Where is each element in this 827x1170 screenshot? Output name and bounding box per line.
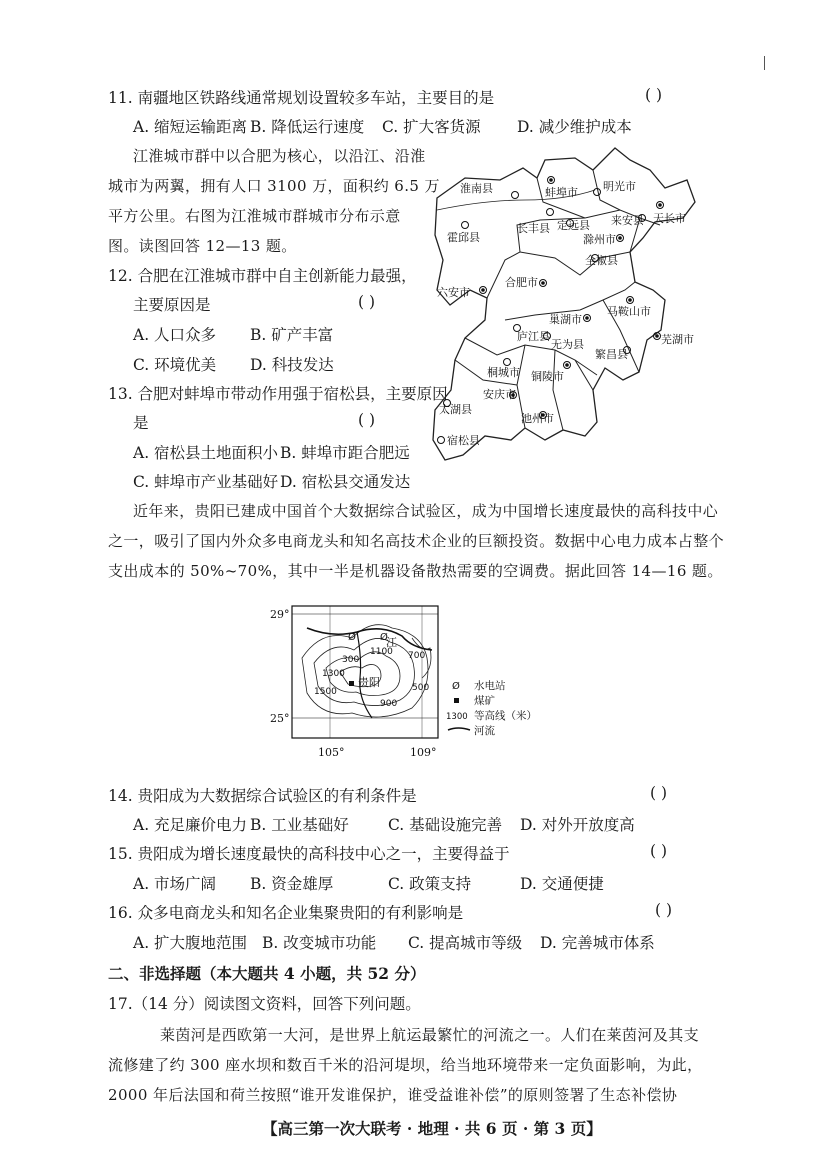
page-footer: 【高三第一次大联考 · 地理 · 共 6 页 · 第 3 页】 [262, 1119, 602, 1138]
q17-text-line-2: 流修建了约 300 座水坝和数百千米的沿河堤坝，给当地环境带来一定负面影响，为此， [108, 1056, 703, 1074]
map-label-hefei: 合肥市 [505, 276, 538, 289]
q13-option-b: B. 蚌埠市距合肥远 [280, 444, 410, 462]
map-label-mingguang: 明光市 [603, 180, 636, 193]
q14-option-a: A. 充足廉价电力 [133, 816, 248, 834]
q15-option-d: D. 交通便捷 [520, 875, 604, 893]
map-label-quanjiao: 全椒县 [585, 254, 618, 267]
map-label-taihu: 太湖县 [439, 403, 472, 416]
q14-option-c: C. 基础设施完善 [388, 816, 503, 834]
lat-top-label: 29° [270, 608, 290, 621]
legend-hydro-icon: Ø [452, 681, 460, 692]
map-label-wuhu: 芜湖市 [661, 333, 694, 346]
q11-option-b: B. 降低运行速度 [250, 118, 365, 136]
q13-stem-line-1: 13. 合肥对蚌埠市带动作用强于宿松县，主要原因 [108, 385, 448, 403]
q12-stem-line-1: 12. 合肥在江淮城市群中自主创新能力最强， [108, 267, 417, 285]
q17-text-line-3: 2000 年后法国和荷兰按照“谁开发谁保护，谁受益谁补偿”的原则签署了生态补偿协 [108, 1086, 678, 1104]
q12-option-a: A. 人口众多 [133, 326, 217, 344]
q11-answer-paren: ( ) [645, 86, 663, 104]
intro-jianghuai-line-2: 城市为两翼，拥有人口 3100 万，面积约 6.5 万 [108, 177, 440, 195]
contour-label-1300: 1300 [322, 669, 345, 679]
contour-label-500: 500 [412, 683, 430, 693]
coal-mine-icon [349, 681, 354, 686]
map-label-chuzhou: 滁州市 [583, 233, 616, 246]
lon-left-label: 105° [318, 746, 345, 759]
q16-option-d: D. 完善城市体系 [540, 934, 655, 952]
intro-jianghuai-line-1: 江淮城市群中以合肥为核心，以沿江、沿淮 [133, 147, 426, 165]
q13-stem-line-2: 是 [133, 414, 149, 432]
q12-option-c: C. 环境优美 [133, 356, 217, 374]
contour-label-700: 700 [408, 651, 426, 661]
q13-option-c: C. 蚌埠市产业基础好 [133, 473, 279, 491]
map-label-tongcheng: 桐城市 [487, 366, 520, 379]
q12-option-b: B. 矿产丰富 [250, 326, 334, 344]
lon-right-label: 109° [410, 746, 437, 759]
hydro-station-icon: Ø [348, 632, 356, 643]
q14-option-d: D. 对外开放度高 [520, 816, 635, 834]
q12-answer-paren: ( ) [358, 293, 376, 311]
map-label-fanchang: 繁昌县 [595, 348, 628, 361]
q16-option-a: A. 扩大腹地范围 [133, 934, 248, 952]
map-label-laian: 来安县 [611, 214, 644, 227]
q12-option-d: D. 科技发达 [250, 356, 334, 374]
guiyang-terrain-map [262, 598, 537, 760]
map-label-dingyuan: 定远县 [557, 219, 590, 232]
q14-option-b: B. 工业基础好 [250, 816, 349, 834]
legend-hydro-label: 水电站 [474, 680, 506, 692]
map-label-huoqiu: 霍邱县 [447, 231, 480, 244]
legend-river-icon [448, 728, 470, 730]
hydro-station-icon: Ø [380, 632, 388, 643]
q16-stem: 16. 众多电商龙头和知名企业集聚贵阳的有利影响是 [108, 904, 464, 922]
q13-option-a: A. 宿松县土地面积小 [133, 444, 279, 462]
q12-stem-line-2: 主要原因是 [133, 296, 211, 314]
section-2-title: 二、非选择题（本大题共 4 小题，共 52 分） [108, 964, 426, 983]
q15-option-a: A. 市场广阔 [133, 875, 217, 893]
intro-guiyang-line-3: 支出成本的 50%~70%，其中一半是机器设备散热需要的空调费。据此回答 14—16 题。 [108, 562, 723, 580]
map-label-chaohu: 巢湖市 [549, 313, 582, 326]
intro-jianghuai-line-3: 平方公里。右图为江淮城市群城市分布示意 [108, 207, 401, 225]
intro-guiyang-line-2: 之一，吸引了国内外众多电商龙头和知名高技术企业的巨额投资。数据中心电力成本占整个 [108, 532, 725, 550]
jianghuai-city-map [425, 140, 700, 490]
legend-contour-label: 等高线（米） [474, 710, 537, 722]
guiyang-city-label: 贵阳 [358, 676, 380, 689]
q14-answer-paren: ( ) [650, 784, 668, 802]
intro-guiyang-line-1: 近年来，贵阳已建成中国首个大数据综合试验区，成为中国增长速度最快的高科技中心 [133, 502, 719, 520]
q15-option-c: C. 政策支持 [388, 875, 472, 893]
q11-option-d: D. 减少维护成本 [517, 118, 632, 136]
q16-option-b: B. 改变城市功能 [262, 934, 377, 952]
q11-stem: 11. 南疆地区铁路线通常规划设置较多车站，主要目的是 [108, 89, 495, 107]
q15-answer-paren: ( ) [650, 842, 668, 860]
contour-label-900: 900 [380, 699, 398, 709]
intro-jianghuai-line-4: 图。读图回答 12—13 题。 [108, 237, 297, 255]
q15-stem: 15. 贵阳成为增长速度最快的高科技中心之一，主要得益于 [108, 845, 510, 863]
scan-edge-mark [764, 56, 765, 70]
q13-option-d: D. 宿松县交通发达 [280, 473, 411, 491]
q16-answer-paren: ( ) [655, 901, 673, 919]
map-label-luan: 六安市 [437, 286, 470, 299]
map-label-susong: 宿松县 [447, 434, 480, 447]
contour-label-300: 300 [342, 655, 360, 665]
q14-stem: 14. 贵阳成为大数据综合试验区的有利条件是 [108, 787, 417, 805]
q16-option-c: C. 提高城市等级 [408, 934, 523, 952]
map-label-chizhou: 池州市 [521, 412, 554, 425]
map-label-anqing: 安庆市 [483, 388, 516, 401]
q11-option-a: A. 缩短运输距离 [133, 118, 248, 136]
map-label-tianchang: 天长市 [653, 212, 686, 225]
map-label-lujiang: 庐江县 [517, 330, 550, 343]
q11-option-c: C. 扩大客货源 [382, 118, 481, 136]
map-label-maanshan: 马鞍山市 [607, 305, 651, 318]
map-label-huainan: 淮南县 [460, 182, 493, 195]
legend-river-label: 河流 [474, 725, 495, 737]
legend-coal-icon [454, 698, 459, 703]
map-label-changfeng: 长丰县 [517, 222, 550, 235]
contour-label-1500: 1500 [314, 687, 337, 697]
q17-stem: 17.（14 分）阅读图文资料，回答下列问题。 [108, 995, 421, 1013]
q15-option-b: B. 资金雄厚 [250, 875, 334, 893]
legend-coal-label: 煤矿 [474, 695, 495, 707]
map-label-tongling: 铜陵市 [531, 370, 564, 383]
legend-contour-sample: 1300 [446, 712, 468, 722]
map-label-bengbu: 蚌埠市 [545, 186, 578, 199]
q17-text-line-1: 莱茵河是西欧第一大河，是世界上航运最繁忙的河流之一。人们在莱茵河及其支 [160, 1026, 700, 1044]
contour-label-1100: 1100 [370, 647, 393, 657]
river-label: 江 [386, 636, 397, 649]
map-label-wuwei: 无为县 [551, 338, 584, 351]
q13-answer-paren: ( ) [358, 411, 376, 429]
lat-bottom-label: 25° [270, 712, 290, 725]
